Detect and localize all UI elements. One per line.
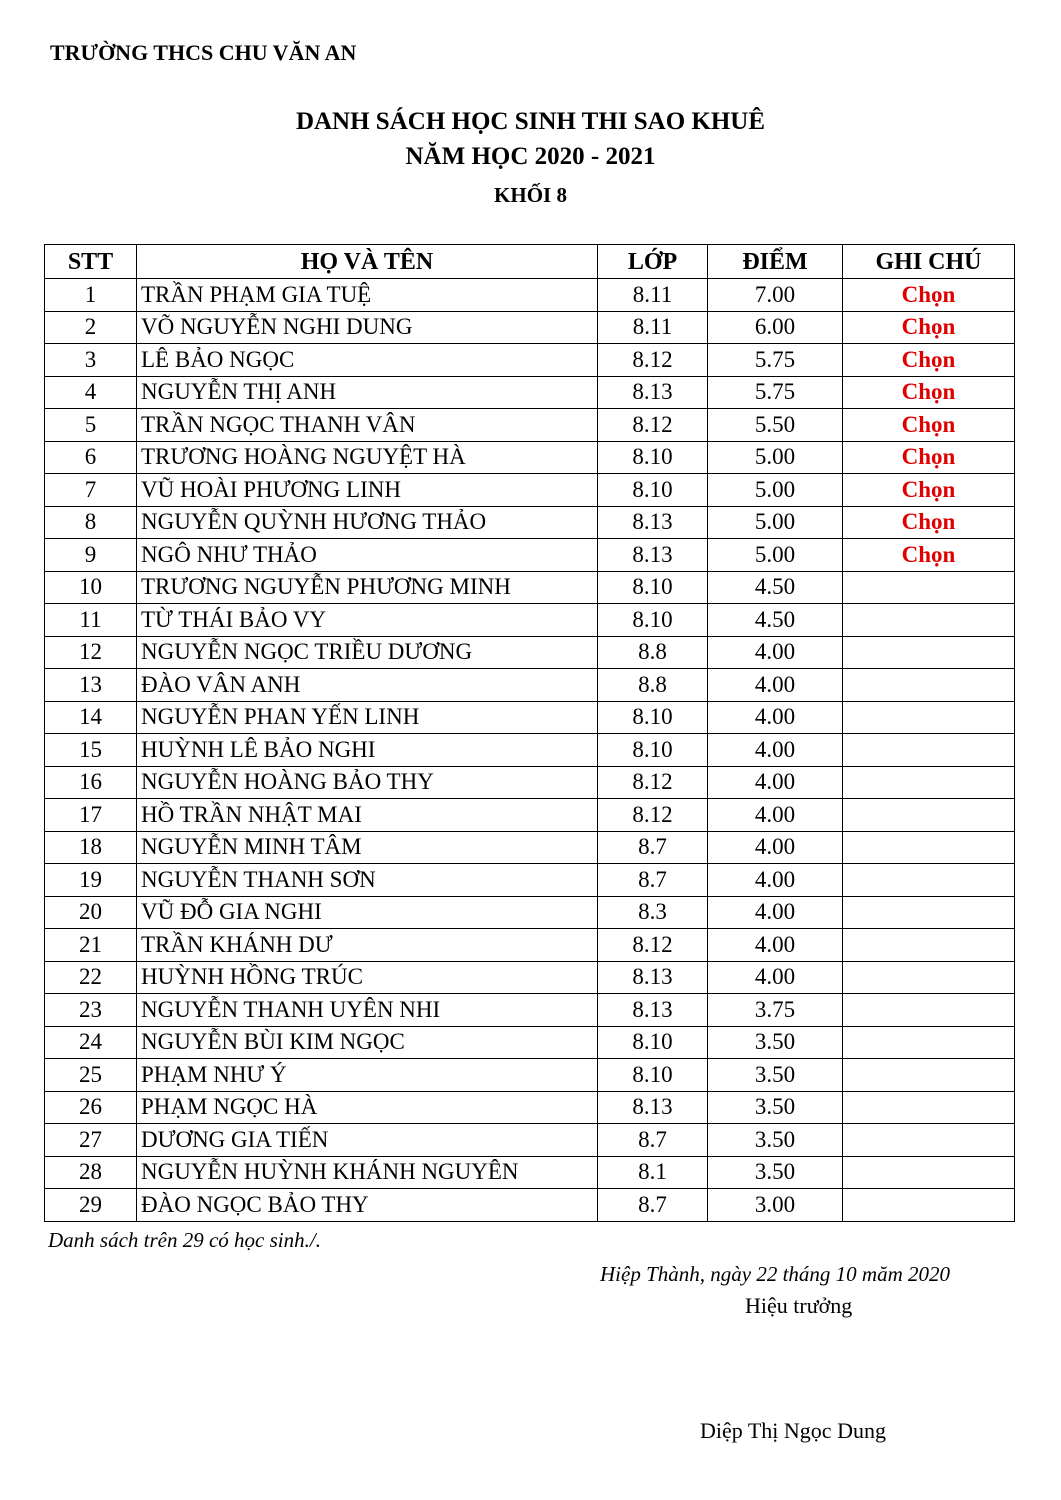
table-row xyxy=(45,571,1015,604)
cell-name: DƯƠNG GIA TIẾN xyxy=(137,1124,598,1157)
school-name: TRƯỜNG THCS CHU VĂN AN xyxy=(50,40,357,65)
cell-note xyxy=(843,734,1015,767)
cell-stt: 6 xyxy=(45,441,137,474)
cell-class: 8.3 xyxy=(598,896,708,929)
cell-stt: 5 xyxy=(45,409,137,442)
cell-class: 8.11 xyxy=(598,311,708,344)
table-row xyxy=(45,734,1015,767)
cell-class: 8.12 xyxy=(598,799,708,832)
cell-class: 8.13 xyxy=(598,994,708,1027)
cell-score: 5.75 xyxy=(708,376,843,409)
cell-note: Chọn xyxy=(843,344,1015,377)
cell-note xyxy=(843,1124,1015,1157)
cell-note xyxy=(843,896,1015,929)
cell-stt: 1 xyxy=(45,279,137,312)
table-row xyxy=(45,831,1015,864)
column-header-note: GHI CHÚ xyxy=(843,245,1015,279)
cell-stt: 25 xyxy=(45,1059,137,1092)
cell-name: TRẦN PHẠM GIA TUỆ xyxy=(137,279,598,312)
cell-note xyxy=(843,864,1015,897)
cell-class: 8.12 xyxy=(598,766,708,799)
table-row xyxy=(45,1124,1015,1157)
cell-name: NGUYỄN THANH SƠN xyxy=(137,864,598,897)
cell-class: 8.13 xyxy=(598,961,708,994)
cell-note: Chọn xyxy=(843,376,1015,409)
cell-name: VŨ HOÀI PHƯƠNG LINH xyxy=(137,474,598,507)
cell-note xyxy=(843,766,1015,799)
cell-note xyxy=(843,1189,1015,1222)
column-header-score: ĐIỂM xyxy=(708,245,843,279)
cell-class: 8.12 xyxy=(598,409,708,442)
cell-note xyxy=(843,831,1015,864)
cell-score: 3.00 xyxy=(708,1189,843,1222)
table-row xyxy=(45,636,1015,669)
cell-class: 8.10 xyxy=(598,571,708,604)
cell-note xyxy=(843,701,1015,734)
table-row xyxy=(45,799,1015,832)
table-row xyxy=(45,1026,1015,1059)
cell-stt: 26 xyxy=(45,1091,137,1124)
table-row xyxy=(45,896,1015,929)
cell-stt: 29 xyxy=(45,1189,137,1222)
table-row xyxy=(45,961,1015,994)
cell-class: 8.13 xyxy=(598,506,708,539)
cell-note: Chọn xyxy=(843,474,1015,507)
table-row xyxy=(45,279,1015,312)
cell-class: 8.13 xyxy=(598,376,708,409)
cell-name: NGUYỄN MINH TÂM xyxy=(137,831,598,864)
cell-name: NGUYỄN BÙI KIM NGỌC xyxy=(137,1026,598,1059)
cell-note: Chọn xyxy=(843,441,1015,474)
column-header-class: LỚP xyxy=(598,245,708,279)
cell-score: 4.00 xyxy=(708,929,843,962)
table-row xyxy=(45,474,1015,507)
cell-name: HUỲNH HỒNG TRÚC xyxy=(137,961,598,994)
cell-stt: 16 xyxy=(45,766,137,799)
cell-class: 8.1 xyxy=(598,1156,708,1189)
cell-class: 8.10 xyxy=(598,441,708,474)
table-row xyxy=(45,311,1015,344)
cell-score: 5.00 xyxy=(708,539,843,572)
cell-stt: 12 xyxy=(45,636,137,669)
cell-stt: 23 xyxy=(45,994,137,1027)
table-row xyxy=(45,766,1015,799)
cell-stt: 2 xyxy=(45,311,137,344)
document-title: DANH SÁCH HỌC SINH THI SAO KHUÊ xyxy=(295,108,766,135)
cell-stt: 9 xyxy=(45,539,137,572)
table-row xyxy=(45,994,1015,1027)
cell-note xyxy=(843,604,1015,637)
table-row xyxy=(45,669,1015,702)
cell-score: 3.50 xyxy=(708,1124,843,1157)
cell-name: NGUYỄN THANH UYÊN NHI xyxy=(137,994,598,1027)
cell-name: NGUYỄN QUỲNH HƯƠNG THẢO xyxy=(137,506,598,539)
cell-score: 3.50 xyxy=(708,1026,843,1059)
cell-class: 8.13 xyxy=(598,539,708,572)
grade-label: KHỐI 8 xyxy=(494,183,567,207)
cell-stt: 13 xyxy=(45,669,137,702)
cell-name: PHẠM NGỌC HÀ xyxy=(137,1091,598,1124)
cell-name: PHẠM NHƯ Ý xyxy=(137,1059,598,1092)
cell-class: 8.7 xyxy=(598,864,708,897)
cell-name: TRẦN KHÁNH DƯ xyxy=(137,929,598,962)
cell-class: 8.7 xyxy=(598,1124,708,1157)
cell-name: VŨ ĐỖ GIA NGHI xyxy=(137,896,598,929)
cell-name: NGUYỄN HOÀNG BẢO THY xyxy=(137,766,598,799)
cell-note: Chọn xyxy=(843,539,1015,572)
table-row xyxy=(45,506,1015,539)
cell-score: 5.00 xyxy=(708,474,843,507)
cell-class: 8.10 xyxy=(598,474,708,507)
table-header-row xyxy=(45,245,1015,279)
cell-note xyxy=(843,961,1015,994)
cell-stt: 24 xyxy=(45,1026,137,1059)
cell-name: TRƯƠNG HOÀNG NGUYỆT HÀ xyxy=(137,441,598,474)
cell-score: 3.75 xyxy=(708,994,843,1027)
cell-stt: 18 xyxy=(45,831,137,864)
cell-score: 4.00 xyxy=(708,701,843,734)
cell-stt: 15 xyxy=(45,734,137,767)
table-row xyxy=(45,409,1015,442)
footnote: Danh sách trên 29 có học sinh./. xyxy=(48,1228,321,1252)
cell-stt: 4 xyxy=(45,376,137,409)
cell-stt: 21 xyxy=(45,929,137,962)
student-table xyxy=(44,244,1015,1222)
cell-stt: 8 xyxy=(45,506,137,539)
cell-stt: 10 xyxy=(45,571,137,604)
cell-note: Chọn xyxy=(843,279,1015,312)
cell-name: NGUYỄN THỊ ANH xyxy=(137,376,598,409)
cell-name: TRẦN NGỌC THANH VÂN xyxy=(137,409,598,442)
cell-note xyxy=(843,571,1015,604)
school-year: NĂM HỌC 2020 - 2021 xyxy=(405,143,656,170)
cell-name: TỪ THÁI BẢO VY xyxy=(137,604,598,637)
column-header-name: HỌ VÀ TÊN xyxy=(137,245,598,279)
cell-name: NGUYỄN NGỌC TRIỀU DƯƠNG xyxy=(137,636,598,669)
cell-name: HỒ TRẦN NHẬT MAI xyxy=(137,799,598,832)
cell-score: 4.00 xyxy=(708,864,843,897)
table-row xyxy=(45,1091,1015,1124)
signer-role: Hiệu trưởng xyxy=(745,1293,853,1318)
cell-note: Chọn xyxy=(843,506,1015,539)
cell-score: 4.00 xyxy=(708,734,843,767)
cell-class: 8.11 xyxy=(598,279,708,312)
cell-note xyxy=(843,669,1015,702)
cell-score: 5.00 xyxy=(708,441,843,474)
cell-score: 4.00 xyxy=(708,896,843,929)
cell-score: 4.00 xyxy=(708,669,843,702)
cell-stt: 22 xyxy=(45,961,137,994)
cell-stt: 17 xyxy=(45,799,137,832)
cell-note xyxy=(843,799,1015,832)
cell-score: 4.00 xyxy=(708,831,843,864)
cell-stt: 7 xyxy=(45,474,137,507)
cell-stt: 20 xyxy=(45,896,137,929)
cell-note xyxy=(843,1026,1015,1059)
cell-note xyxy=(843,929,1015,962)
cell-score: 3.50 xyxy=(708,1156,843,1189)
table-body xyxy=(45,279,1015,1222)
place-date: Hiệp Thành, ngày 22 tháng 10 măm 2020 xyxy=(600,1262,950,1286)
cell-name: HUỲNH LÊ BẢO NGHI xyxy=(137,734,598,767)
table-row xyxy=(45,539,1015,572)
cell-note: Chọn xyxy=(843,311,1015,344)
cell-class: 8.10 xyxy=(598,604,708,637)
cell-note xyxy=(843,1059,1015,1092)
cell-name: TRƯƠNG NGUYỄN PHƯƠNG MINH xyxy=(137,571,598,604)
cell-class: 8.12 xyxy=(598,929,708,962)
table-row xyxy=(45,1059,1015,1092)
cell-note xyxy=(843,636,1015,669)
cell-stt: 3 xyxy=(45,344,137,377)
table-row xyxy=(45,344,1015,377)
table-row xyxy=(45,376,1015,409)
table-row xyxy=(45,864,1015,897)
cell-note: Chọn xyxy=(843,409,1015,442)
cell-score: 5.75 xyxy=(708,344,843,377)
cell-score: 3.50 xyxy=(708,1091,843,1124)
cell-score: 4.00 xyxy=(708,961,843,994)
cell-score: 4.50 xyxy=(708,571,843,604)
cell-name: ĐÀO VÂN ANH xyxy=(137,669,598,702)
cell-class: 8.13 xyxy=(598,1091,708,1124)
cell-class: 8.12 xyxy=(598,344,708,377)
table-row xyxy=(45,441,1015,474)
table-row xyxy=(45,1156,1015,1189)
cell-note xyxy=(843,1156,1015,1189)
cell-class: 8.10 xyxy=(598,701,708,734)
cell-class: 8.7 xyxy=(598,831,708,864)
cell-name: LÊ BẢO NGỌC xyxy=(137,344,598,377)
cell-score: 4.00 xyxy=(708,766,843,799)
cell-class: 8.8 xyxy=(598,669,708,702)
table-row xyxy=(45,701,1015,734)
cell-class: 8.10 xyxy=(598,1026,708,1059)
cell-name: NGUYỄN HUỲNH KHÁNH NGUYÊN xyxy=(137,1156,598,1189)
signer-name: Diệp Thị Ngọc Dung xyxy=(700,1418,886,1443)
cell-score: 6.00 xyxy=(708,311,843,344)
cell-stt: 19 xyxy=(45,864,137,897)
cell-note xyxy=(843,994,1015,1027)
cell-score: 7.00 xyxy=(708,279,843,312)
cell-note xyxy=(843,1091,1015,1124)
cell-score: 3.50 xyxy=(708,1059,843,1092)
cell-score: 5.00 xyxy=(708,506,843,539)
cell-score: 5.50 xyxy=(708,409,843,442)
table-row xyxy=(45,1189,1015,1222)
cell-name: NGUYỄN PHAN YẾN LINH xyxy=(137,701,598,734)
table-row xyxy=(45,604,1015,637)
table-row xyxy=(45,929,1015,962)
cell-name: NGÔ NHƯ THẢO xyxy=(137,539,598,572)
cell-score: 4.00 xyxy=(708,799,843,832)
column-header-stt: STT xyxy=(45,245,137,279)
cell-score: 4.00 xyxy=(708,636,843,669)
cell-stt: 27 xyxy=(45,1124,137,1157)
cell-stt: 11 xyxy=(45,604,137,637)
cell-score: 4.50 xyxy=(708,604,843,637)
cell-name: ĐÀO NGỌC BẢO THY xyxy=(137,1189,598,1222)
cell-stt: 28 xyxy=(45,1156,137,1189)
cell-stt: 14 xyxy=(45,701,137,734)
cell-class: 8.8 xyxy=(598,636,708,669)
cell-name: VÕ NGUYỄN NGHI DUNG xyxy=(137,311,598,344)
cell-class: 8.10 xyxy=(598,734,708,767)
cell-class: 8.7 xyxy=(598,1189,708,1222)
cell-class: 8.10 xyxy=(598,1059,708,1092)
